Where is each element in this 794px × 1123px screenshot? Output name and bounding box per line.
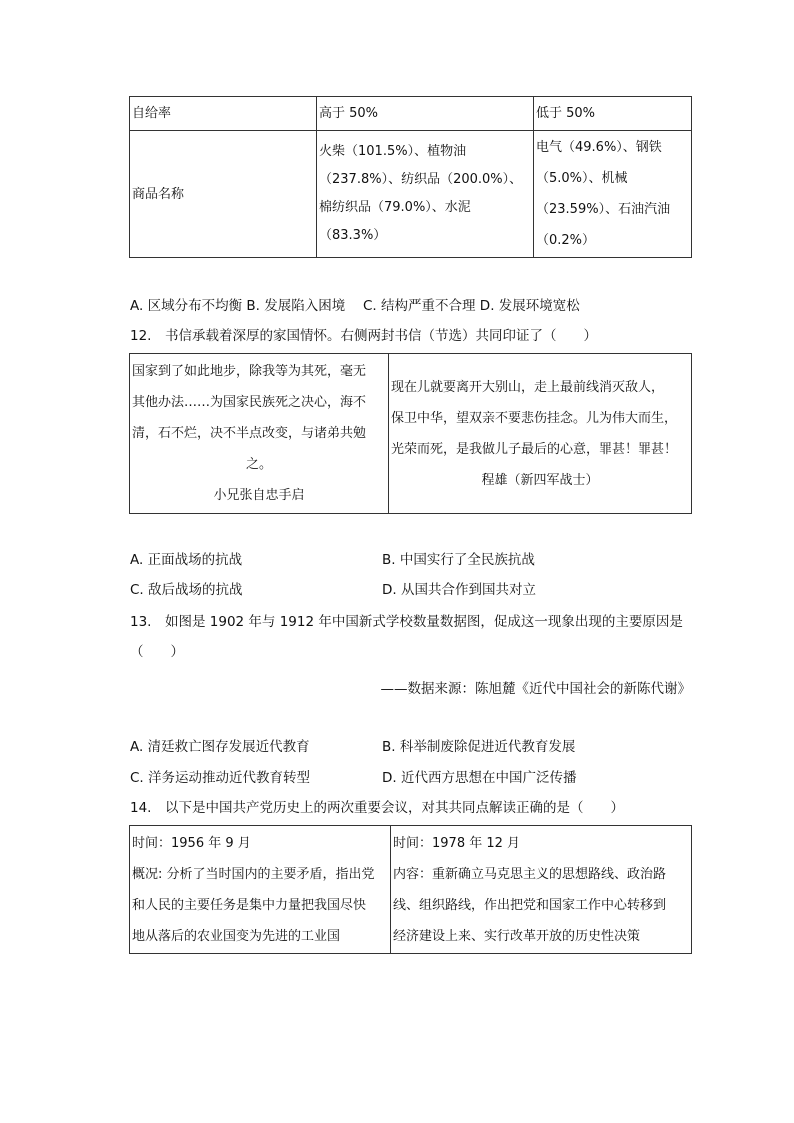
goods-line: （237.8%）、纺织品（200.0%）、 xyxy=(319,172,523,187)
q12-option-a[interactable]: A. 正面战场的抗战 xyxy=(130,552,243,568)
table-row xyxy=(130,97,692,131)
goods-line: 棉纺织品（79.0%）、水泥（83.3%） xyxy=(319,200,471,243)
letter-signature: 程雄（新四军战士） xyxy=(481,472,599,488)
q13-stem: 13. 如图是 1902 年与 1912 年中国新式学校数量数据图，促成这一现象出现的主要原因是 xyxy=(130,614,683,630)
meeting-line: 概况: 分析了当时国内的主要矛盾，指出党 xyxy=(132,867,375,882)
letter-line: 其他办法……为国家民族死之决心，海不 xyxy=(132,395,367,410)
letter-line: 之。 xyxy=(245,457,272,472)
letter-line: 保卫中华，望双亲不要悲伤挂念。儿为伟大而生， xyxy=(391,410,678,426)
q12-option-b[interactable]: B. 中国实行了全民族抗战 xyxy=(382,552,535,568)
table-cell: 商品名称 xyxy=(130,131,317,258)
goods-line: （5.0%）、机械 xyxy=(536,171,628,186)
goods-line: （23.59%）、石油汽油 xyxy=(536,202,671,217)
meeting-1978 xyxy=(391,826,692,954)
self-sufficiency-table xyxy=(129,96,692,258)
q11-options: A. 区域分布不均衡 B. 发展陷入困境 C. 结构严重不合理 D. 发展环境宽松 xyxy=(130,298,580,314)
meeting-line: 线、组织路线，作出把党和国家工作中心转移到 xyxy=(393,898,667,913)
goods-line: 火柴（101.5%）、植物油 xyxy=(319,144,467,159)
letter-cheng-xiong xyxy=(389,354,692,514)
table-cell: 高于 50% xyxy=(317,97,534,131)
meeting-line: 时间：1956 年 9 月 xyxy=(132,836,251,851)
goods-line: 电气（49.6%）、钢铁 xyxy=(536,140,662,155)
q13-option-a[interactable]: A. 清廷救亡图存发展近代教育 xyxy=(130,739,310,755)
table-cell: 自给率 xyxy=(130,97,317,131)
letter-zhang-zizhong xyxy=(130,354,389,514)
table-row xyxy=(130,826,692,954)
table-cell xyxy=(317,131,534,258)
q13-option-c[interactable]: C. 洋务运动推动近代教育转型 xyxy=(130,770,311,786)
q13-option-d[interactable]: D. 近代西方思想在中国广泛传播 xyxy=(382,770,577,786)
q12-option-d[interactable]: D. 从国共合作到国共对立 xyxy=(382,582,536,598)
q13-option-b[interactable]: B. 科举制废除促进近代教育发展 xyxy=(382,739,576,755)
meeting-line: 地从落后的农业国变为先进的工业国 xyxy=(132,929,341,944)
table-row xyxy=(130,354,692,514)
letters-table xyxy=(129,353,692,514)
letter-line: 现在儿就要离开大别山，走上最前线消灭敌人， xyxy=(391,379,665,395)
q14-stem: 14. 以下是中国共产党历史上的两次重要会议，对其共同点解读正确的是（ ） xyxy=(130,800,624,816)
letter-line: 光荣而死，是我做儿子最后的心意，罪甚！罪甚！ xyxy=(391,441,678,457)
meeting-line: 经济建设上来、实行改革开放的历史性决策 xyxy=(393,929,641,944)
q13-source: ——数据来源：陈旭麓《近代中国社会的新陈代谢》 xyxy=(380,681,691,697)
goods-line: （0.2%） xyxy=(536,233,596,248)
meetings-table xyxy=(129,825,692,954)
letter-line: 国家到了如此地步，除我等为其死，毫无 xyxy=(132,364,367,379)
letter-signature: 小兄张自忠手启 xyxy=(213,488,305,503)
meeting-line: 和人民的主要任务是集中力量把我国尽快 xyxy=(132,898,367,913)
letter-line: 清，石不烂，决不半点改变，与诸弟共勉 xyxy=(132,426,367,441)
table-cell: 低于 50% xyxy=(534,97,692,131)
q12-option-c[interactable]: C. 敌后战场的抗战 xyxy=(130,582,243,598)
meeting-1956 xyxy=(130,826,391,954)
table-cell xyxy=(534,131,692,258)
table-row xyxy=(130,131,692,258)
q12-stem: 12. 书信承载着深厚的家国情怀。右侧两封书信（节选）共同印证了（ ） xyxy=(130,328,597,344)
meeting-line: 时间：1978 年 12 月 xyxy=(393,836,521,851)
q13-stem-blank: （ ） xyxy=(130,644,184,660)
meeting-line: 内容：重新确立马克思主义的思想路线、政治路 xyxy=(393,867,667,882)
